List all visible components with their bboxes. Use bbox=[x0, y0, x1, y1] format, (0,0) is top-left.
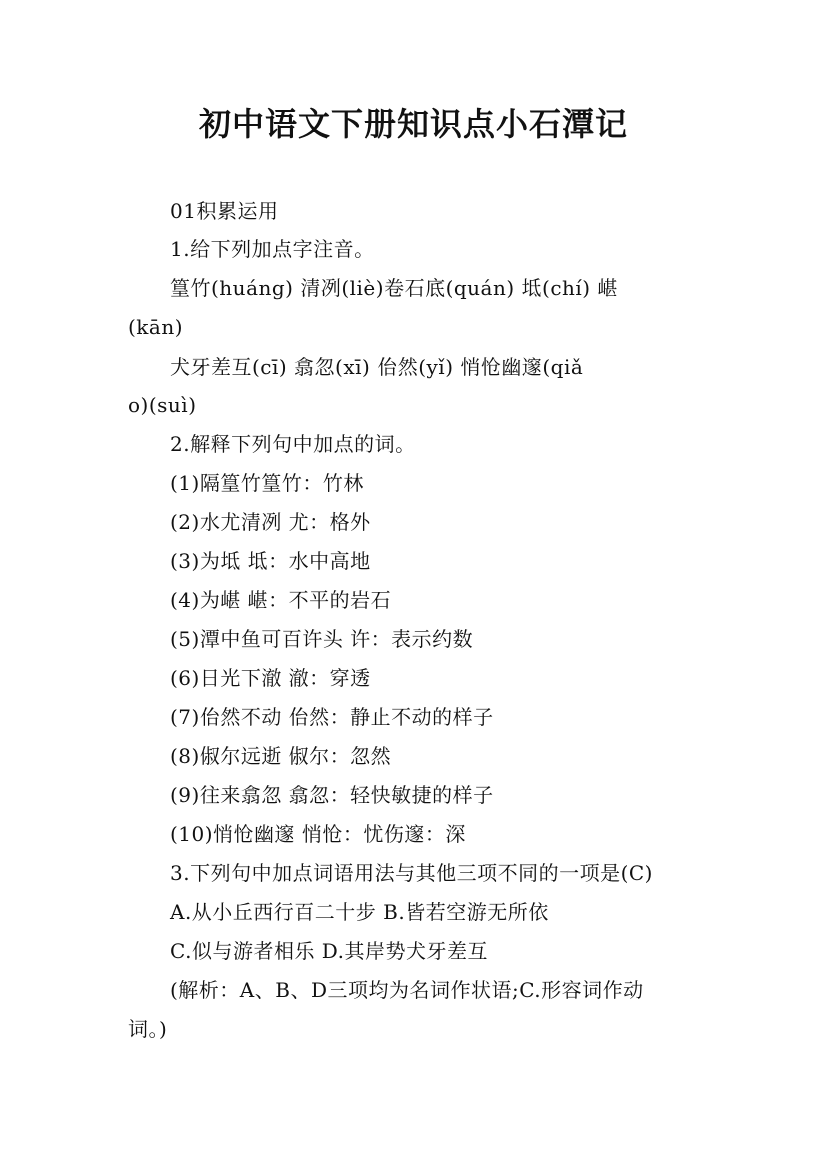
definition-item: (8)俶尔远逝 俶尔：忽然 bbox=[170, 744, 392, 768]
question-3-heading: 3.下列句中加点词语用法与其他三项不同的一项是(C) bbox=[170, 861, 653, 885]
definition-item: (3)为坻 坻：水中高地 bbox=[170, 549, 371, 573]
definition-item: (6)日光下澈 澈：穿透 bbox=[170, 666, 371, 690]
definition-item: (4)为嵁 嵁：不平的岩石 bbox=[170, 588, 392, 612]
question-1-heading: 1.给下列加点字注音。 bbox=[170, 237, 375, 261]
choice-line-cd: C.似与游者相乐 D.其岸势犬牙差互 bbox=[170, 939, 488, 963]
choice-line-ab: A.从小丘西行百二十步 B.皆若空游无所依 bbox=[170, 900, 549, 924]
analysis-text-continued: 词。) bbox=[128, 1017, 168, 1041]
pinyin-line-2: 犬牙差互(cī) 翕忽(xī) 佁然(yǐ) 悄怆幽邃(qiǎ bbox=[170, 355, 584, 379]
pinyin-line-1-continued: (kān) bbox=[128, 315, 184, 339]
pinyin-line-1: 篁竹(huáng) 清冽(liè)卷石底(quán) 坻(chí) 嵁 bbox=[170, 276, 618, 300]
analysis-text: (解析：A、B、D三项均为名词作状语;C.形容词作动 bbox=[170, 978, 644, 1002]
definition-item: (1)隔篁竹篁竹：竹林 bbox=[170, 471, 364, 495]
question-2-heading: 2.解释下列句中加点的词。 bbox=[170, 432, 416, 456]
definition-item: (7)佁然不动 佁然：静止不动的样子 bbox=[170, 705, 494, 729]
pinyin-line-2-continued: o)(suì) bbox=[128, 393, 197, 417]
definition-item: (9)往来翕忽 翕忽：轻快敏捷的样子 bbox=[170, 783, 494, 807]
definition-item: (10)悄怆幽邃 悄怆：忧伤邃：深 bbox=[170, 822, 466, 846]
definition-item: (5)潭中鱼可百许头 许：表示约数 bbox=[170, 627, 474, 651]
document-title: 初中语文下册知识点小石潭记 bbox=[198, 105, 628, 143]
definition-item: (2)水尤清冽 尤：格外 bbox=[170, 510, 371, 534]
section-heading: 01积累运用 bbox=[170, 199, 279, 223]
